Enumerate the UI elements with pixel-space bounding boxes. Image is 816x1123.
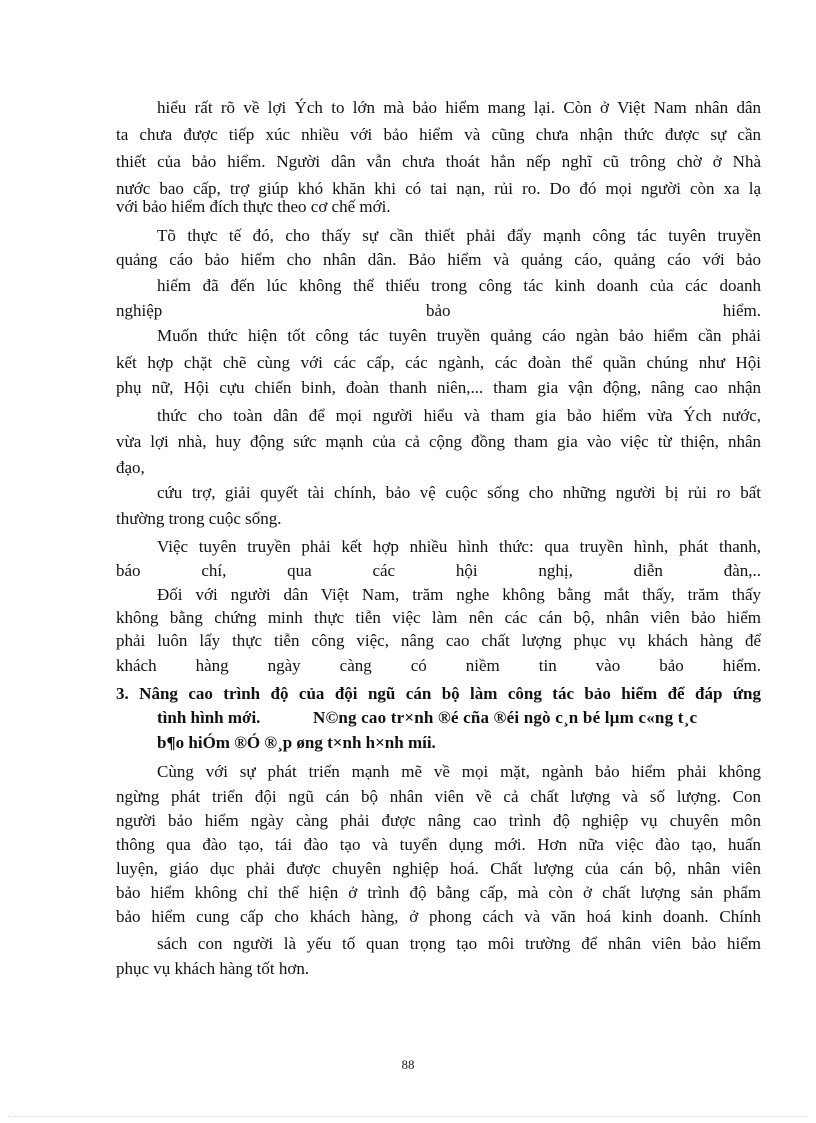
body-text-line: Việc tuyên truyền phải kết hợp nhiều hình thức: qua truyền hình, phát thanh, [157, 537, 761, 556]
body-text-line: người bảo hiểm ngày càng phải được nâng cao trình độ nghiệp vụ chuyên môn [116, 811, 761, 830]
word-bao: bảo [426, 301, 451, 320]
body-text-line: Tõ thực tế đó, cho thấy sự cần thiết phải đẩy mạnh công tác tuyên truyền [157, 226, 761, 245]
body-text-line: Đối với người dân Việt Nam, trăm nghe không bằng mắt thấy, trăm thấy [157, 585, 761, 604]
section-heading: 3. Nâng cao trình độ của đội ngũ cán bộ làm công tác bảo hiểm để đáp ứng [116, 684, 761, 703]
body-text-line [116, 300, 761, 322]
body-text-line: thiết của bảo hiểm. Người dân vẫn chưa thoát hẳn nếp nghĩ cũ trông chờ ở Nhà [116, 152, 761, 171]
body-text-line: kết hợp chặt chẽ cùng với các cấp, các ngành, các đoàn thể quần chúng như Hội [116, 353, 761, 372]
word-hiem: hiểm. [722, 301, 761, 320]
section-heading-garbled: b¶o hiÓm ®Ó ®¸p øng t×nh h×nh míi. [157, 733, 436, 752]
section-heading-garbled: N©ng cao tr×nh ®é cña ®éi ngò c¸n bé lµm c«ng t¸c [313, 708, 698, 727]
body-text-line: bảo hiểm không chỉ thể hiện ở trình độ bằng cấp, mà còn ở chất lượng sản phẩm [116, 883, 761, 902]
body-text-line: phục vụ khách hàng tốt hơn. [116, 959, 310, 978]
body-text-line: ta chưa được tiếp xúc nhiều với bảo hiểm và cũng chưa nhận thức được sự cần [116, 125, 761, 144]
body-text-line: Cùng với sự phát triển mạnh mẽ về mọi mặt, ngành bảo hiểm phải không [157, 762, 761, 781]
body-text-line: vừa lợi nhà, huy động sức mạnh của cả cộng đồng tham gia vào việc từ thiện, nhân [116, 432, 761, 451]
body-text-line: báo chí, qua các hội nghị, diễn đàn,.. [116, 561, 761, 580]
body-text-line: phụ nữ, Hội cựu chiến binh, đoàn thanh niên,... tham gia vận động, nâng cao nhận [116, 378, 761, 397]
body-text-line: quảng cáo bảo hiểm cho nhân dân. Bảo hiểm và quảng cáo, quảng cáo với bảo [116, 250, 761, 269]
body-text-line: luyện, giáo dục phải được chuyên nghiệp hoá. Chất lượng của cán bộ, nhân viên [116, 859, 761, 878]
body-text-line: hiểu rất rõ về lợi Ých to lớn mà bảo hiểm mang lại. Còn ở Việt Nam nhân dân [157, 98, 761, 117]
body-text-line: ngừng phát triển đội ngũ cán bộ nhân viên về cả chất lượng và số lượng. Con [116, 787, 761, 806]
body-text-line: không bằng chứng minh thực tiễn việc làm nên các cán bộ, nhân viên bảo hiểm [116, 608, 761, 627]
body-text-line: nước bao cấp, trợ giúp khó khăn khi có tai nạn, rủi ro. Do đó mọi người còn xa lạ [116, 179, 761, 198]
body-text-line: thường trong cuộc sống. [116, 509, 282, 528]
body-text-line: khách hàng ngày càng có niềm tin vào bảo hiểm. [116, 656, 761, 675]
word-nghiep: nghiệp [116, 301, 163, 320]
body-text-line: hiểm đã đến lúc không thể thiếu trong công tác kinh doanh của các doanh [157, 276, 761, 295]
page-bottom-border [8, 1116, 808, 1117]
body-text-line: Muốn thức hiện tốt công tác tuyên truyền quảng cáo ngàn bảo hiểm cần phải [157, 326, 761, 345]
page-number: 88 [401, 1057, 415, 1072]
section-heading-continued: tình hình mới. [157, 708, 261, 727]
body-text-line: đạo, [116, 458, 145, 477]
body-text-line: thức cho toàn dân để mọi người hiểu và tham gia bảo hiểm vừa Ých nước, [157, 406, 761, 425]
body-text-line: phải luôn lấy thực tiễn công việc, nâng cao chất lượng phục vụ khách hàng để [116, 631, 761, 650]
body-text-line: cứu trợ, giải quyết tài chính, bảo vệ cuộc sống cho những người bị rủi ro bất [157, 483, 761, 502]
body-text-line: thông qua đào tạo, tái đào tạo và tuyển dụng mới. Hơn nữa việc đào tạo, huấn [116, 835, 761, 854]
body-text-line: với bảo hiểm đích thực theo cơ chế mới. [116, 197, 391, 216]
body-text-line: bảo hiểm cung cấp cho khách hàng, ở phong cách và văn hoá kinh doanh. Chính [116, 907, 761, 926]
body-text-line: sách con người là yếu tố quan trọng tạo môi trường để nhân viên bảo hiểm [157, 934, 761, 953]
